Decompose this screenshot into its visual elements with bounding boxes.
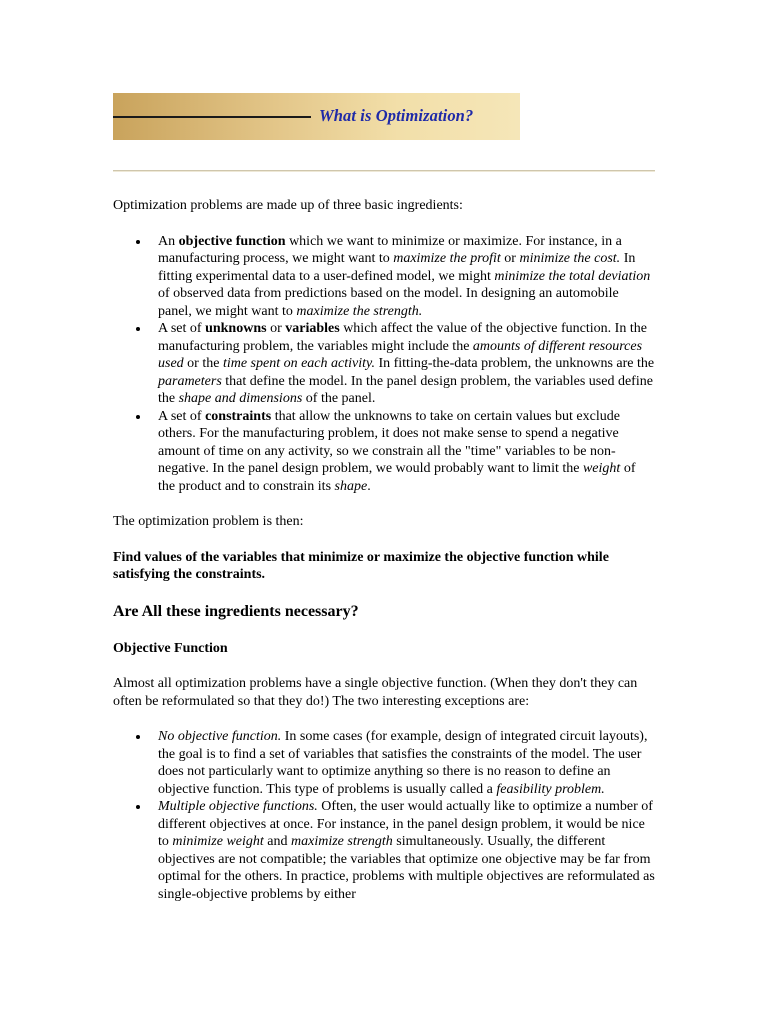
text-run: or xyxy=(500,251,520,266)
italic-term: maximize strength xyxy=(291,834,393,849)
italic-term: minimize the cost. xyxy=(519,251,621,266)
subsection-heading-objective: Objective Function xyxy=(113,640,228,656)
exception-item xyxy=(158,728,655,798)
exceptions-intro-paragraph: Almost all optimization problems have a single objective function. (When they don't they can often be reformulated so that they do!) The two interesting exceptions are: xyxy=(113,676,638,709)
italic-term: shape and dimensions xyxy=(178,391,303,406)
bold-term: unknowns xyxy=(205,321,267,336)
italic-term: maximize the profit xyxy=(393,251,501,266)
text-run: and xyxy=(263,834,291,849)
banner-title: What is Optimization? xyxy=(319,106,474,125)
italic-term: feasibility problem. xyxy=(496,781,605,797)
text-run: that allow the unknowns to take on certain values but exclude others. For the manufacturing problem, it does not make sense to spend a negative amount of time on any activity, so we constrain all the "time" variables to be non-negative. In the panel design problem, we would probably want to limit the xyxy=(158,408,620,476)
section-heading-ingredients: Are All these ingredients necessary? xyxy=(113,602,359,620)
text-run: A set of xyxy=(158,321,206,336)
text-run: Often, the user would actually like to optimize a number of different objectives at once. For instance, in the panel design problem, it would be nice to xyxy=(158,799,653,849)
italic-term: shape xyxy=(334,478,368,494)
italic-term: time spent on each activity. xyxy=(222,356,375,371)
title-banner xyxy=(113,93,520,140)
horizontal-divider xyxy=(113,170,655,172)
text-run: of the product and to constrain its xyxy=(158,461,636,494)
exception-item xyxy=(158,798,655,903)
ingredient-item xyxy=(158,320,655,408)
text-run: of the panel. xyxy=(302,391,376,406)
text-run: An xyxy=(158,233,179,249)
text-run: of observed data from predictions based on the model. In designing an automobile panel, we might want to xyxy=(158,286,619,319)
text-run: simultaneously. Usually, the different objectives are not compatible; the variables that optimize one objective may be far from optimal for the others. In practice, problems with multiple objectives are reformulated as single-objective problems by either xyxy=(158,834,655,902)
bold-term: constraints xyxy=(205,408,272,424)
text-run: In some cases (for example, design of integrated circuit layouts), the goal is to find a set of variables that satisfies the constraints of the model. The user does not particularly want to optimize anything so there is no reason to define an objective function. This type of problems is usually called a xyxy=(158,729,648,797)
ingredient-item xyxy=(158,408,655,496)
document-page xyxy=(113,93,655,903)
problem-statement: Find values of the variables that minimize or maximize the objective function while satisfying the constraints. xyxy=(113,549,609,582)
italic-term: parameters xyxy=(158,373,222,389)
then-paragraph: The optimization problem is then: xyxy=(113,514,304,529)
text-run: In fitting experimental data to a user-defined model, we might xyxy=(158,251,636,284)
italic-term: minimize weight xyxy=(172,834,264,849)
text-run: In fitting-the-data problem, the unknowns are the xyxy=(374,356,655,371)
text-run: A set of xyxy=(158,408,206,424)
text-run: or xyxy=(266,321,286,336)
text-run: or the xyxy=(183,356,223,371)
ingredient-item xyxy=(158,233,655,321)
italic-term: Multiple objective functions. xyxy=(158,799,318,814)
italic-term: minimize the total deviation xyxy=(494,268,651,284)
italic-term: weight xyxy=(582,461,621,476)
exceptions-list xyxy=(113,728,655,903)
ingredients-list xyxy=(113,233,655,496)
italic-term: No objective function. xyxy=(158,729,282,744)
text-run: that define the model. In the panel design problem, the variables used define the xyxy=(158,373,653,406)
bold-term: variables xyxy=(285,321,340,336)
banner-rule xyxy=(113,116,311,118)
text-run: which we want to minimize or maximize. For instance, in a manufacturing process, we might want to xyxy=(158,233,622,266)
text-run: which affect the value of the objective function. In the manufacturing problem, the variables might include the xyxy=(158,321,647,354)
bold-term: objective function xyxy=(178,233,286,249)
italic-term: amounts of different resources used xyxy=(158,338,643,371)
intro-paragraph: Optimization problems are made up of three basic ingredients: xyxy=(113,198,463,213)
text-run: . xyxy=(367,478,371,494)
italic-term: maximize the strength. xyxy=(296,303,423,319)
